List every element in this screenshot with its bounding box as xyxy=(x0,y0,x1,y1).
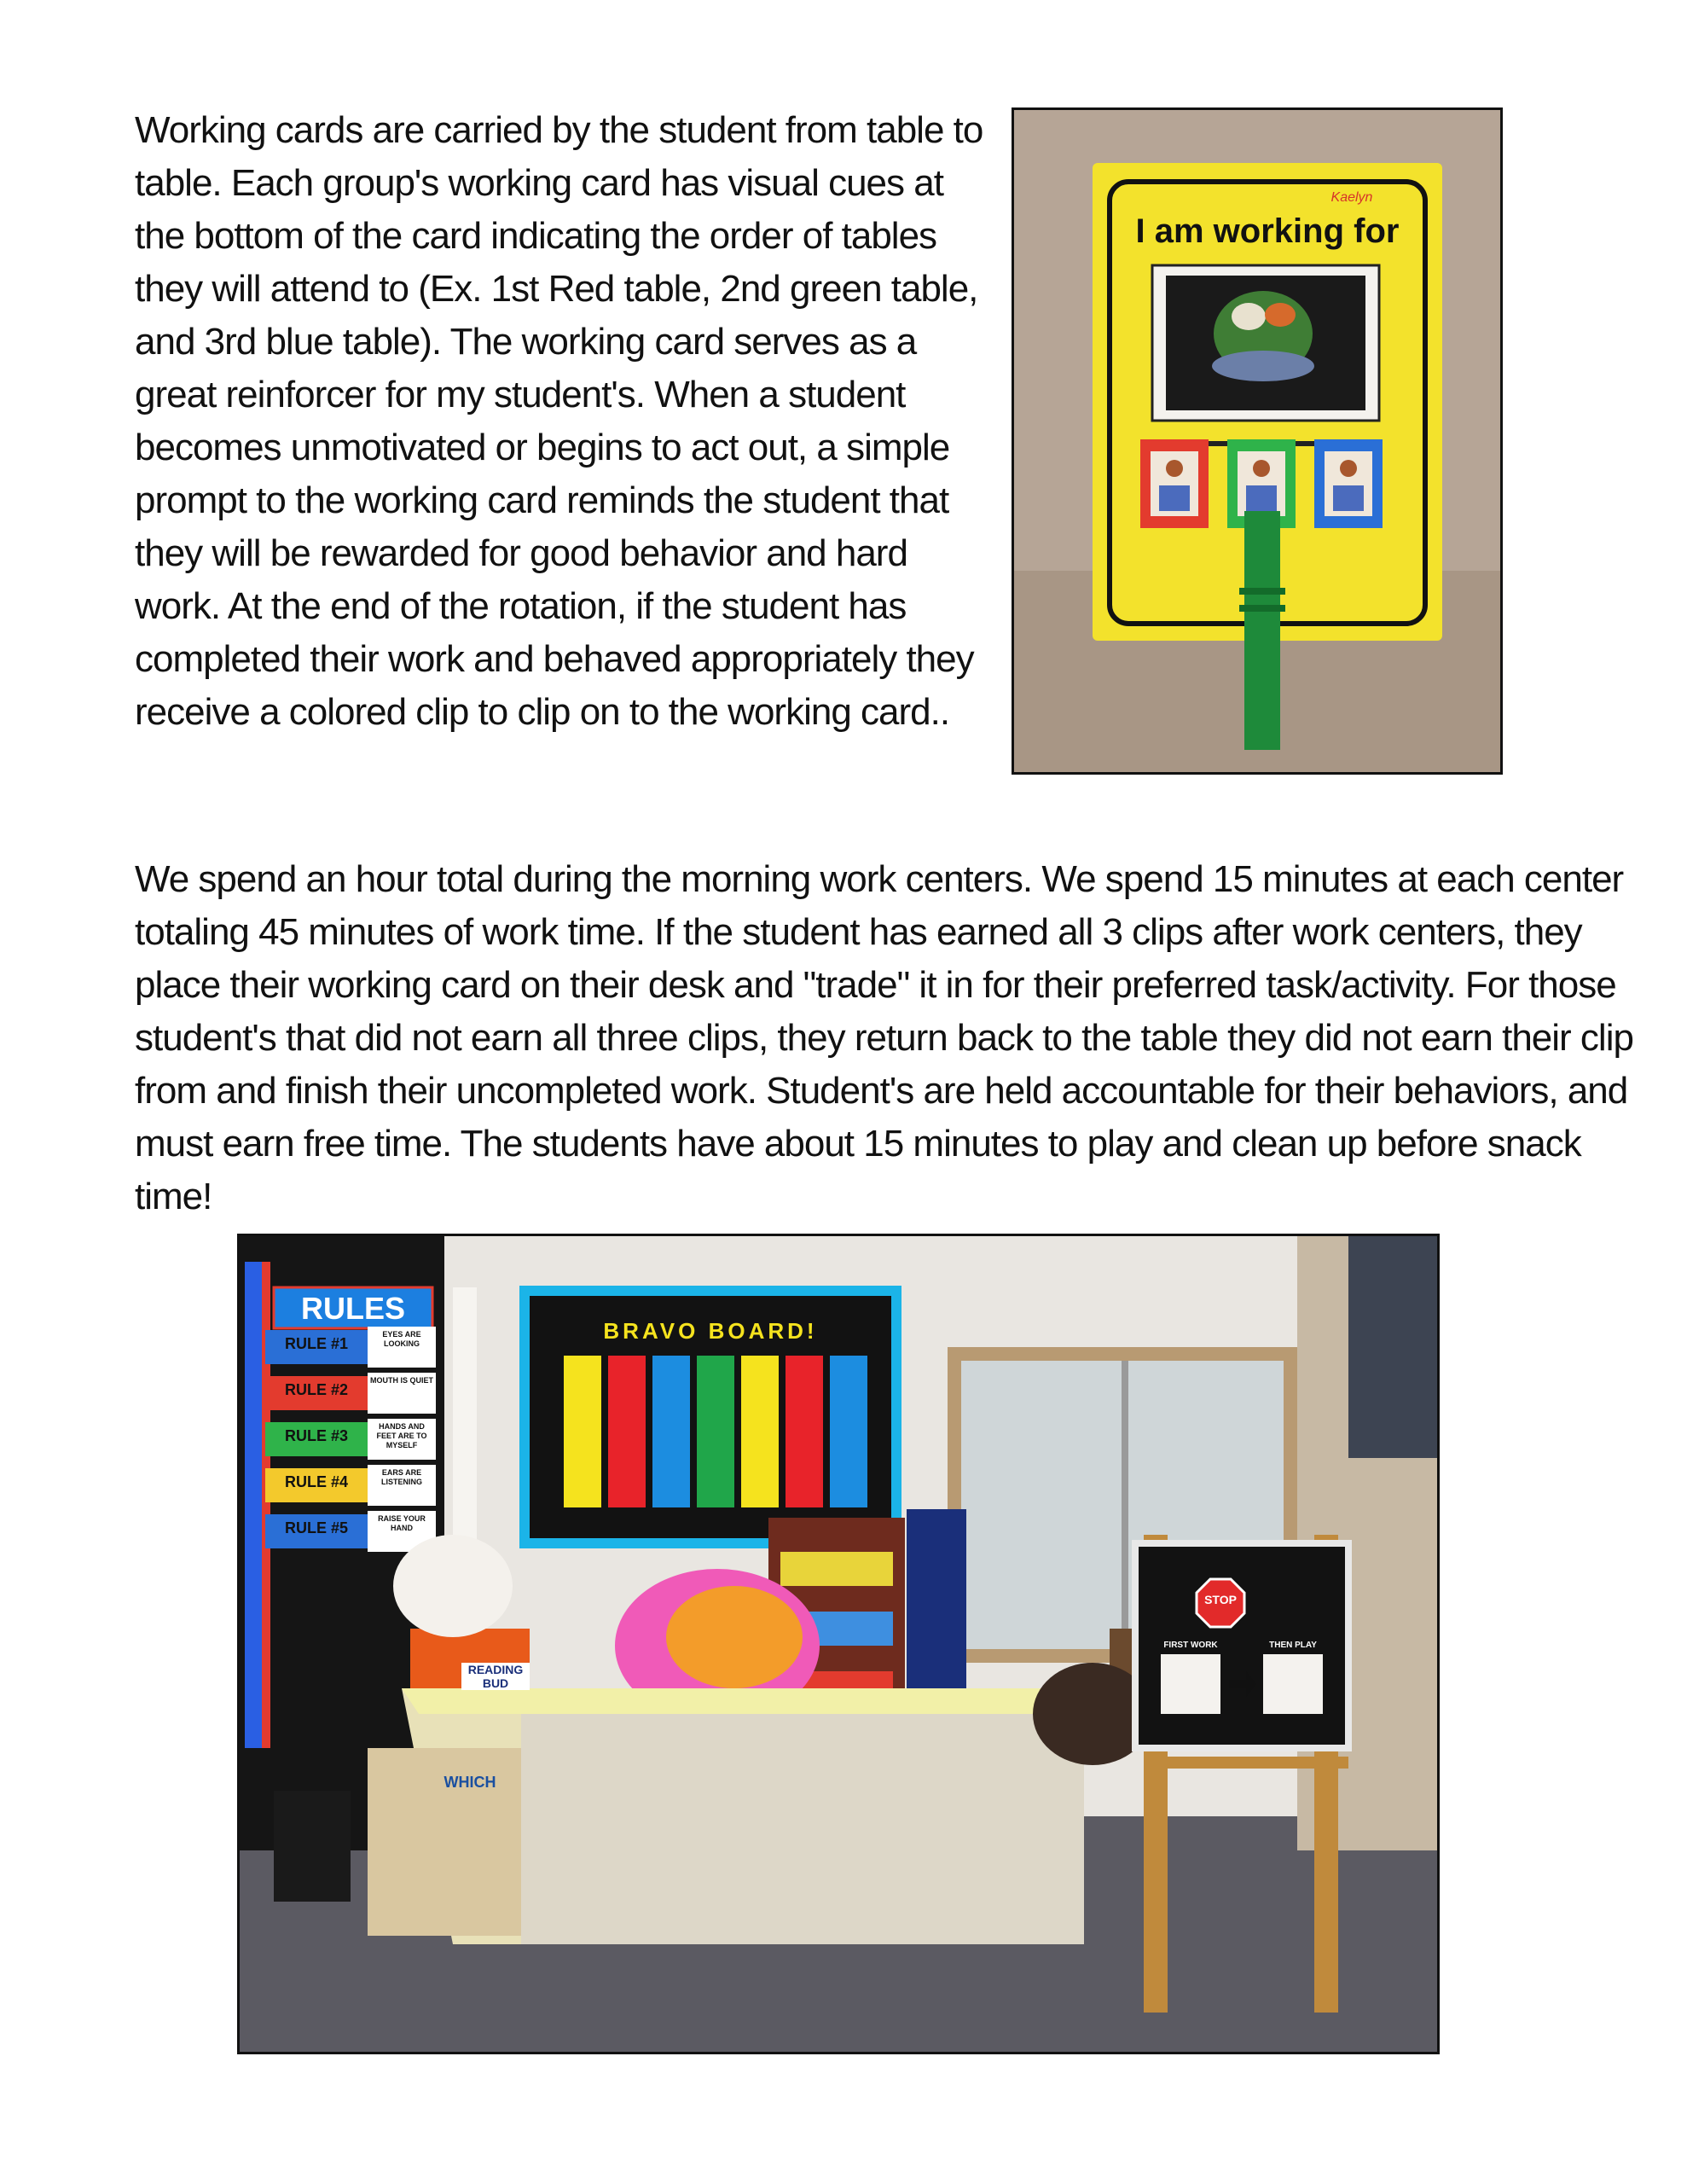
rule-text: RAISE YOUR HAND xyxy=(378,1514,426,1532)
classroom-photo xyxy=(237,1234,1440,2054)
intro-paragraph: Working cards are carried by the student from table to table. Each group's working card has visual cues at the bottom of the card indicating the order of tables they will attend to (Ex. 1st Red table, 2nd green table, and 3rd blue table). The working card serves as a great reinforcer for my student's. When a student becomes unmotivated or begins to act out, a simple prompt to the working card reminds the student that they will be rewarded for good behavior and hard work. At the end of the rotation, if the student has completed their work and behaved appropriately they receive a colored clip to clip on to the working card.. xyxy=(135,109,983,733)
stop-sign: STOP xyxy=(1204,1593,1237,1606)
rule-label: RULE #4 xyxy=(284,1473,349,1490)
rule-label: RULE #5 xyxy=(284,1519,349,1536)
rule-text: MOUTH IS QUIET xyxy=(370,1376,433,1385)
bravo-board-title: BRAVO BOARD! xyxy=(603,1318,818,1344)
schedule-paragraph: We spend an hour total during the morning work centers. We spend 15 minutes at each center totaling 45 minutes of work time. If the student has earned all 3 clips after work centers, they place their working card on their desk and "trade" it in for their preferred task/activity. For those student's that did not earn all three clips, they return back to the table they did not earn their clip from and finish their uncompleted work. Student's are held accountable for their behaviors, and must earn free time. The students have about 15 minutes to play and clean up before snack time! xyxy=(135,858,1633,1217)
working-card-illustration xyxy=(1014,110,1500,772)
card-name: Kaelyn xyxy=(1330,190,1373,205)
first-work-card: FIRST WORK xyxy=(1163,1641,1218,1650)
rule-label: RULE #2 xyxy=(284,1381,349,1398)
rule-text: EARS ARE LISTENING xyxy=(380,1468,422,1486)
card-title: I am working for xyxy=(1135,212,1400,250)
rule-text: EYES ARE LOOKING xyxy=(382,1330,421,1348)
reading-buddies-sign: READING BUD xyxy=(461,1663,530,1690)
then-play-card: THEN PLAY xyxy=(1269,1641,1317,1650)
classroom-illustration xyxy=(240,1236,1437,2052)
rules-title: RULES xyxy=(300,1291,405,1326)
rule-label: RULE #1 xyxy=(284,1335,349,1352)
book-cover-text: WHICH xyxy=(443,1774,496,1791)
rule-label: RULE #3 xyxy=(284,1427,349,1444)
green-clip xyxy=(1244,511,1280,750)
working-card-photo xyxy=(1012,107,1503,775)
rule-text: HANDS AND FEET ARE TO MYSELF xyxy=(376,1422,427,1449)
